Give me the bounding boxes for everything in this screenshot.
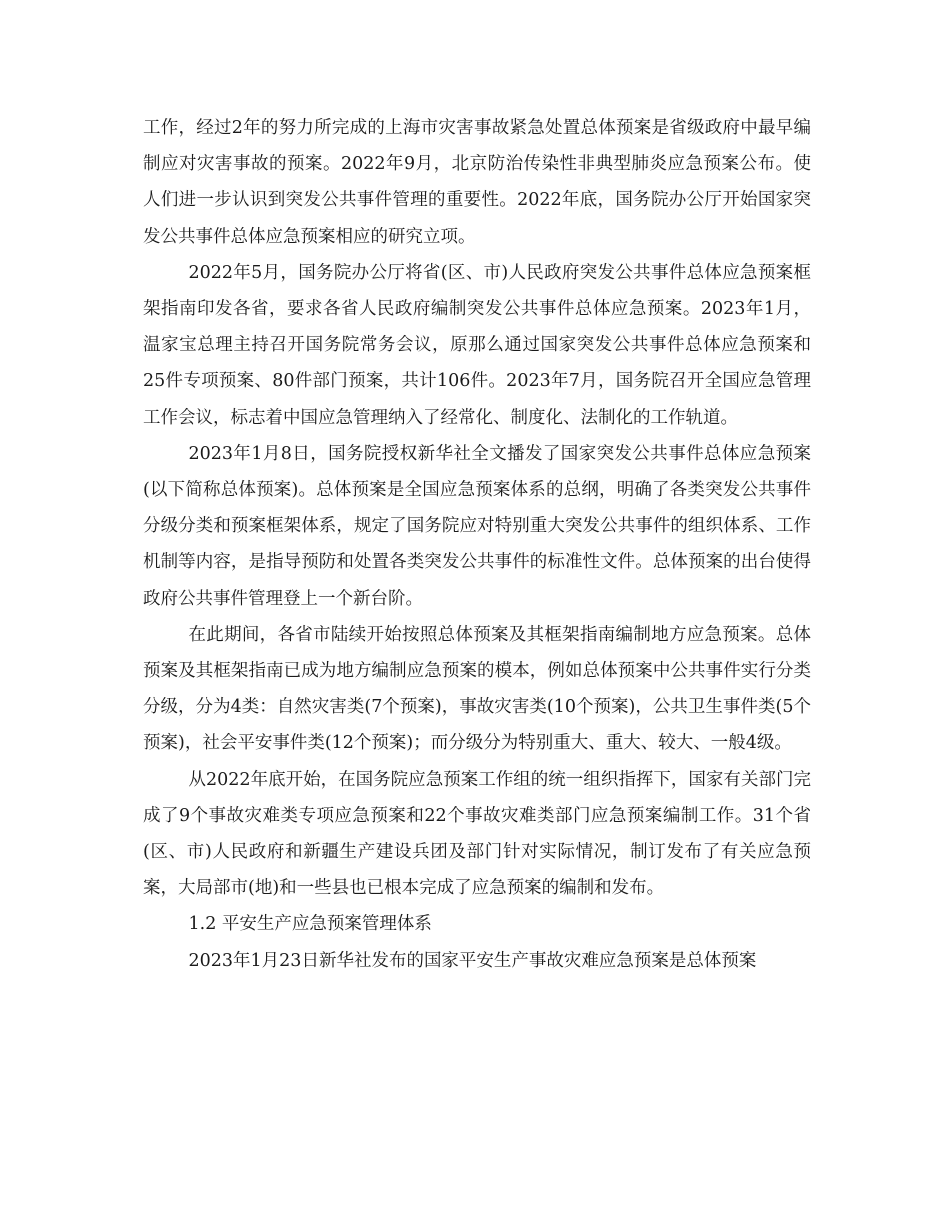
paragraph: 2023年1月8日，国务院授权新华社全文播发了国家突发公共事件总体应急预案(以下简称总体预案)。总体预案是全国应急预案体系的总纲，明确了各类突发公共事件分级分类和预案框架体系，规定了国务院应对特别重大突发公共事件的组织体系、工作机制等内容，是指导预防和处置各类突发公共事件的标准性文件。总体预案的出台使得政府公共事件管理登上一个新台阶。 bbox=[143, 443, 811, 609]
paragraph-truncated: 2023年1月23日新华社发布的国家平安生产事故灾难应急预案是总体预案 bbox=[188, 950, 757, 971]
paragraph: 在此期间，各省市陆续开始按照总体预案及其框架指南编制地方应急预案。总体预案及其框架指南已成为地方编制应急预案的模本，例如总体预案中公共事件实行分类分级，分为4类：自然灾害类(7个预案)，事故灾害类(10个预案)，公共卫生事件类(5个预案)，社会平安事件类(12个预案)；而分级分为特别重大、重大、较大、一般4级。 bbox=[143, 624, 811, 754]
paragraph: 从2022年底开始，在国务院应急预案工作组的统一组织指挥下，国家有关部门完成了9个事故灾难类专项应急预案和22个事故灾难类部门应急预案编制工作。31个省(区、市)人民政府和新疆生产建设兵团及部门针对实际情况，制订发布了有关应急预案，大局部市(地)和一些县也已根本完成了应急预案的编制和发布。 bbox=[143, 769, 811, 899]
paragraph-continued: 工作，经过2年的努力所完成的上海市灾害事故紧急处置总体预案是省级政府中最早编制应对灾害事故的预案。2022年9月，北京防治传染性非典型肺炎应急预案公布。使人们进一步认识到突发公共事件管理的重要性。2022年底，国务院办公厅开始国家突发公共事件总体应急预案相应的研究立项。 bbox=[143, 118, 811, 247]
document-body bbox=[143, 110, 811, 979]
section-heading: 1.2 平安生产应急预案管理体系 bbox=[188, 914, 432, 935]
paragraph: 2022年5月，国务院办公厅将省(区、市)人民政府突发公共事件总体应急预案框架指南印发各省，要求各省人民政府编制突发公共事件总体应急预案。2023年1月，温家宝总理主持召开国务院常务会议，原那么通过国家突发公共事件总体应急预案和25件专项预案、80件部门预案，共计106件。2023年7月，国务院召开全国应急管理工作会议，标志着中国应急管理纳入了经常化、制度化、法制化的工作轨道。 bbox=[143, 262, 811, 428]
